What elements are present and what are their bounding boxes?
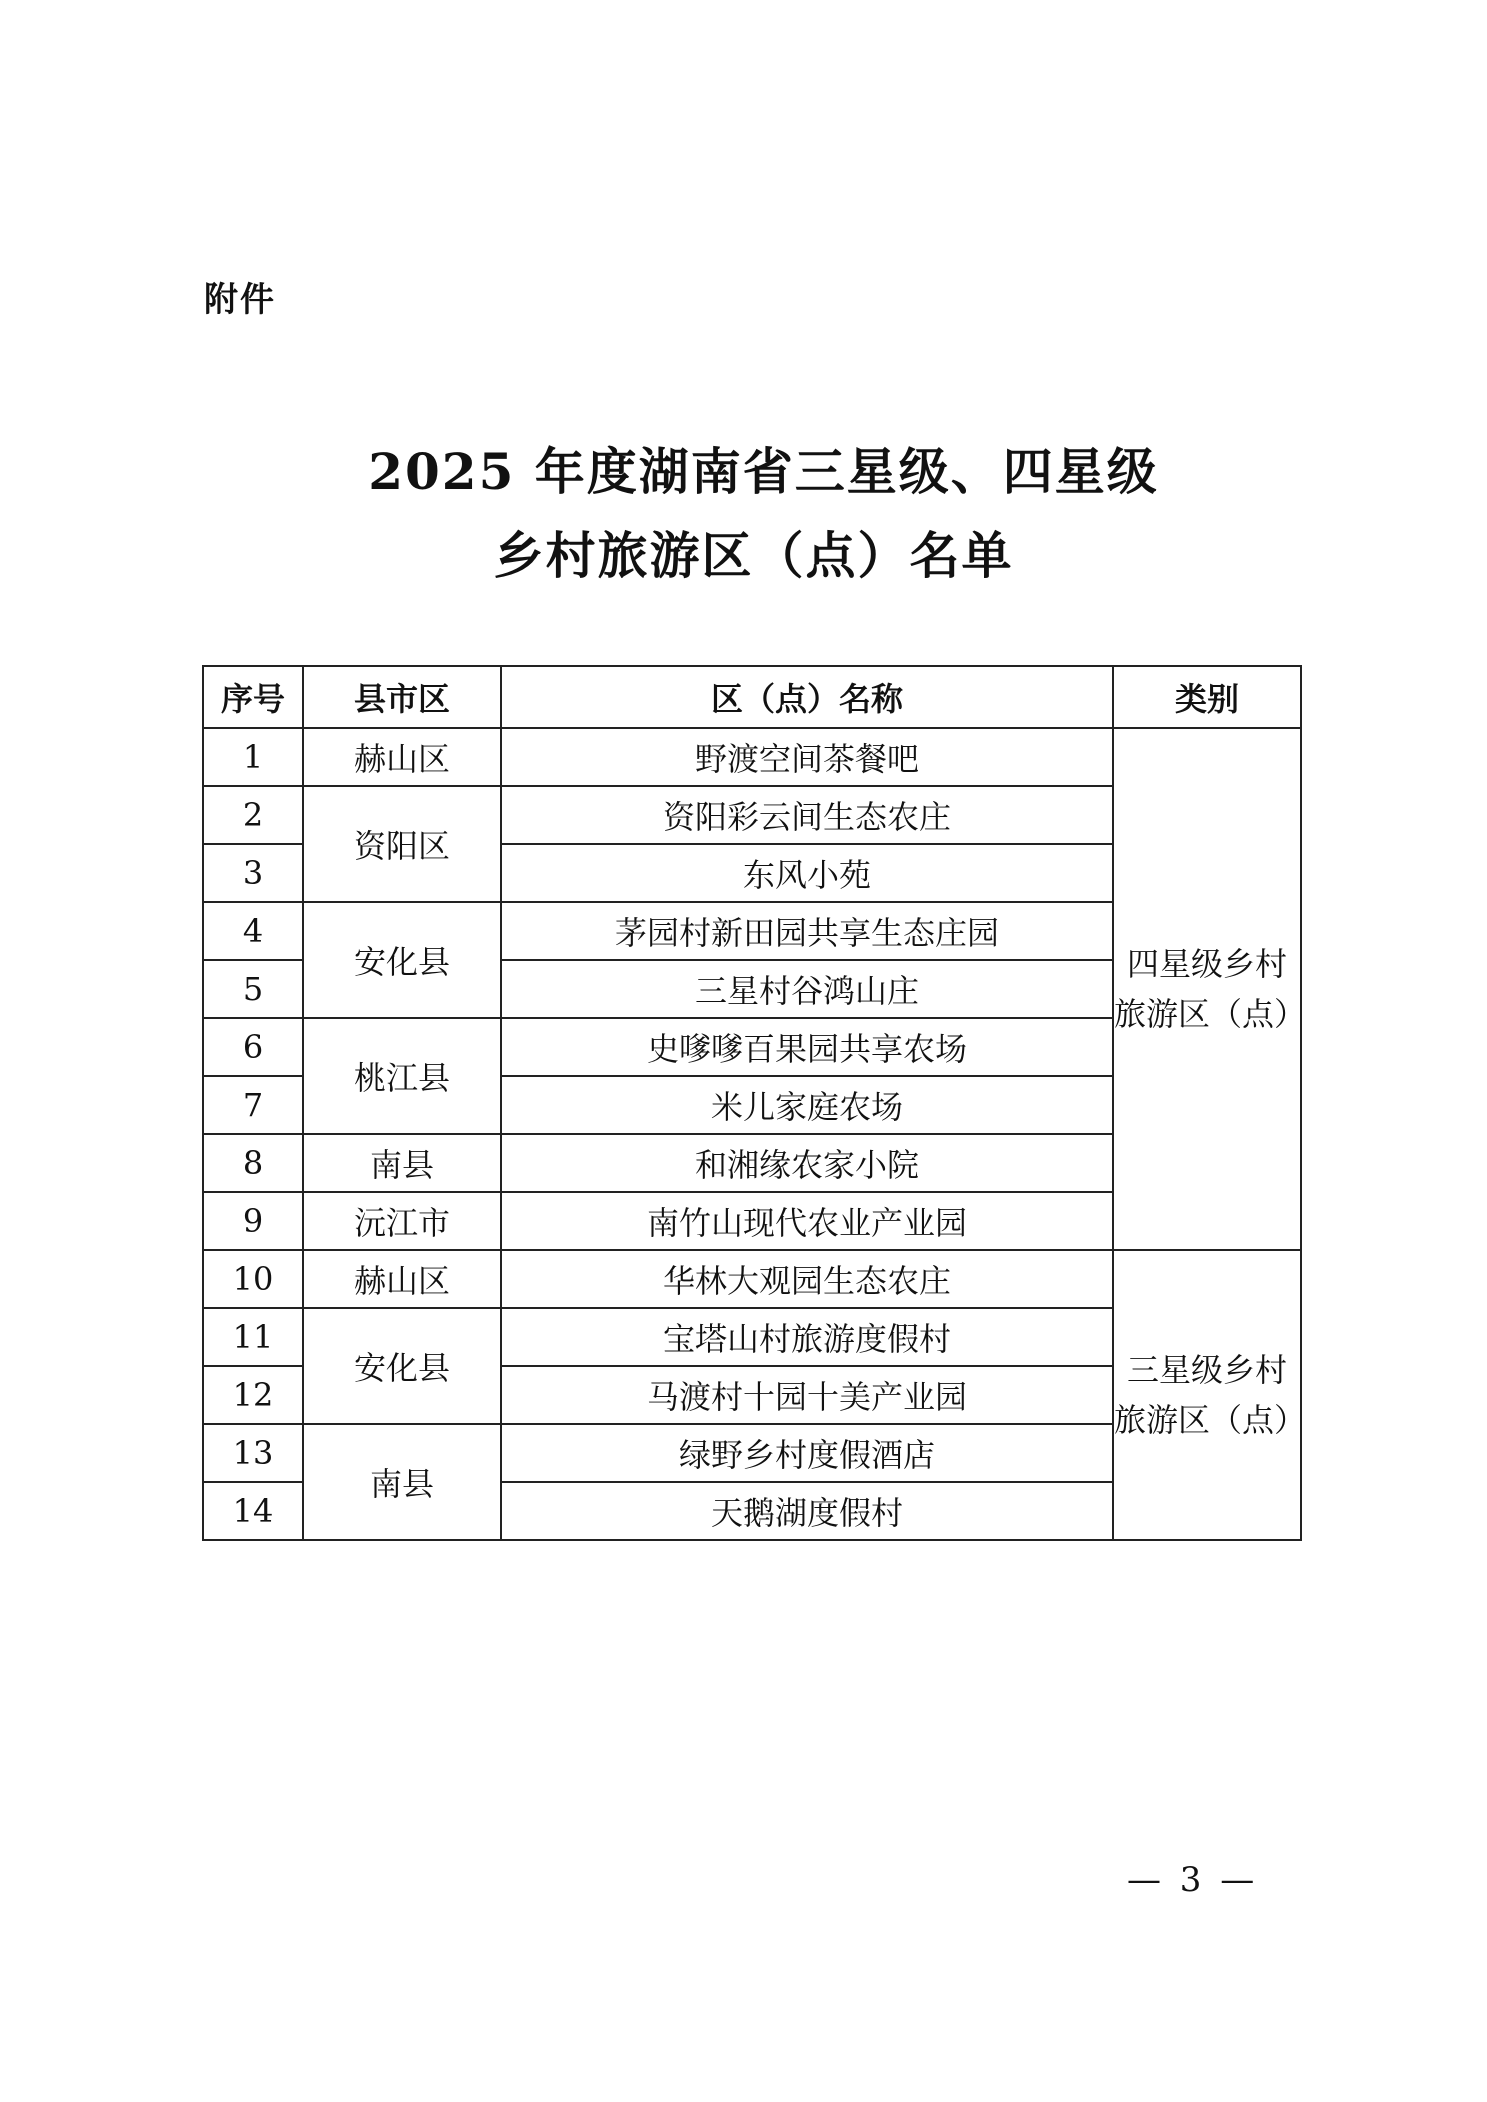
table-row [203,728,1301,786]
county-cell: 安化县 [303,1308,501,1424]
site-name-cell: 资阳彩云间生态农庄 [501,786,1113,844]
site-name-cell: 三星村谷鸿山庄 [501,960,1113,1018]
row-index: 2 [203,786,303,844]
header-county: 县市区 [303,666,501,728]
row-index: 5 [203,960,303,1018]
row-index: 11 [203,1308,303,1366]
row-index: 7 [203,1076,303,1134]
page-number: — 3 — [1127,1860,1259,1900]
header-index: 序号 [203,666,303,728]
site-name-cell: 米儿家庭农场 [501,1076,1113,1134]
site-name-cell: 史嗲嗲百果园共享农场 [501,1018,1113,1076]
site-name-cell: 南竹山现代农业产业园 [501,1192,1113,1250]
row-index: 14 [203,1482,303,1540]
county-cell: 资阳区 [303,786,501,902]
county-cell: 赫山区 [303,728,501,786]
document-title-line-1: 2025 年度湖南省三星级、四星级 [368,442,1159,501]
row-index: 3 [203,844,303,902]
site-name-cell: 宝塔山村旅游度假村 [501,1308,1113,1366]
category-cell-four-star: 四星级乡村旅游区（点） [1113,728,1301,1250]
row-index: 9 [203,1192,303,1250]
county-cell: 南县 [303,1134,501,1192]
row-index: 12 [203,1366,303,1424]
row-index: 6 [203,1018,303,1076]
site-name-cell: 和湘缘农家小院 [501,1134,1113,1192]
site-name-cell: 马渡村十园十美产业园 [501,1366,1113,1424]
county-cell: 桃江县 [303,1018,501,1134]
row-index: 8 [203,1134,303,1192]
header-name: 区（点）名称 [501,666,1113,728]
attachment-label: 附件 [204,280,276,320]
table-row [203,1250,1301,1308]
county-cell: 赫山区 [303,1250,501,1308]
tourism-list-table [202,665,1307,1541]
header-category: 类别 [1113,666,1301,728]
site-name-cell: 野渡空间茶餐吧 [501,728,1113,786]
row-index: 1 [203,728,303,786]
site-name-cell: 绿野乡村度假酒店 [501,1424,1113,1482]
site-name-cell: 茅园村新田园共享生态庄园 [501,902,1113,960]
county-cell: 南县 [303,1424,501,1540]
county-cell: 沅江市 [303,1192,501,1250]
document-title-line-2: 乡村旅游区（点）名单 [493,526,1014,585]
category-cell-three-star: 三星级乡村旅游区（点） [1113,1250,1301,1540]
site-name-cell: 东风小苑 [501,844,1113,902]
county-cell: 安化县 [303,902,501,1018]
row-index: 4 [203,902,303,960]
row-index: 13 [203,1424,303,1482]
table-header-row [203,666,1301,728]
site-name-cell: 天鹅湖度假村 [501,1482,1113,1540]
row-index: 10 [203,1250,303,1308]
site-name-cell: 华林大观园生态农庄 [501,1250,1113,1308]
